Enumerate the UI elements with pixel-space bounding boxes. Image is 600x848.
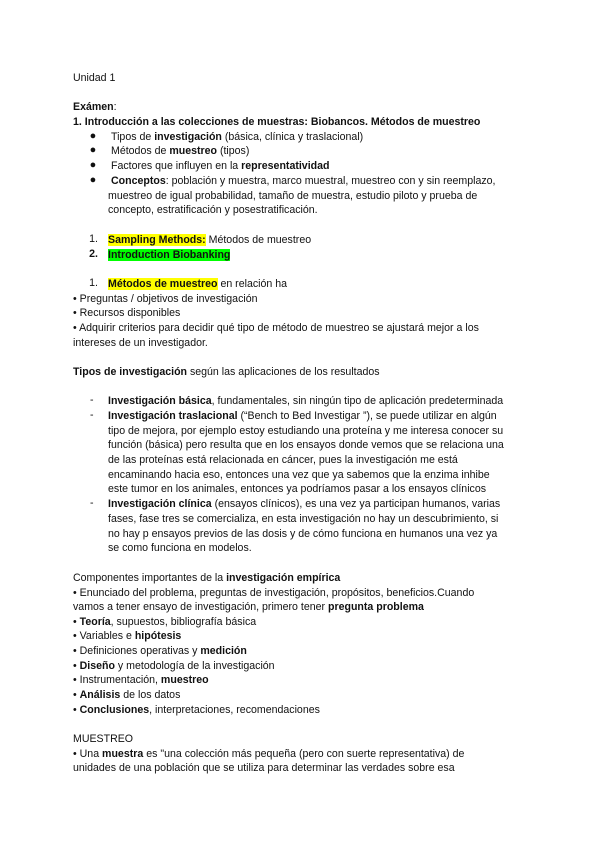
components-item: • Definiciones operativas y medición [73, 645, 247, 657]
bullet-icon: ● [89, 144, 97, 156]
types-item-continuation: fases, fase tres se comercializa, en esta investigación no hay un descubrimiento, si [108, 513, 499, 525]
dash-icon: - [90, 394, 94, 406]
components-item-continuation: vamos a tener ensayo de investigación, primero tener pregunta problema [73, 601, 424, 613]
components-item: • Análisis de los datos [73, 689, 181, 701]
muestreo-heading: MUESTREO [73, 733, 134, 745]
types-item-continuation: se como funciona en modelos. [108, 542, 252, 554]
types-item: Investigación traslacional (“Bench to Bed Investigar ”), se puede utilizar en algún [108, 410, 497, 422]
components-item: • Enunciado del problema, preguntas de investigación, propósitos, beneficios.Cuando [73, 587, 475, 599]
types-item-continuation: este tumor en los animales, entonces ya podríamos pasar a los ensayos clínicos [108, 483, 487, 495]
types-item-continuation: no hay p ensayos previos de las dosis y de cómo funciona en humanos una vez ya [108, 528, 498, 540]
types-item-continuation: función (básica) pero resulta que en los ensayos donde vemos que se relaciona una [108, 439, 504, 451]
list-number: 2. [89, 248, 98, 260]
methods-item: intereses de un investigador. [73, 337, 208, 349]
methods-item: • Recursos disponibles [73, 307, 181, 319]
components-item: • Variables e hipótesis [73, 630, 182, 642]
unit-title: Unidad 1 [73, 72, 116, 84]
list-number: 1. [89, 277, 98, 289]
components-item: • Conclusiones, interpretaciones, recomendaciones [73, 704, 320, 716]
muestreo-definition: • Una muestra es "una colección más pequeña (pero con suerte representativa) de [73, 748, 465, 760]
bullet-icon: ● [89, 174, 97, 186]
types-item: Investigación básica, fundamentales, sin ningún tipo de aplicación predeterminada [108, 395, 504, 407]
numbered-item: Sampling Methods: Métodos de muestreo [108, 234, 312, 246]
numbered-item: Introduction Biobanking [108, 249, 231, 261]
types-heading: Tipos de investigación según las aplicaciones de los resultados [73, 366, 380, 378]
methods-item: • Adquirir criterios para decidir qué tipo de método de muestreo se ajustará mejor a los [73, 322, 479, 334]
topic-bullet: Conceptos: población y muestra, marco muestral, muestreo con y sin reemplazo, [111, 175, 496, 187]
components-item: • Diseño y metodología de la investigación [73, 660, 275, 672]
list-number: 1. [89, 233, 98, 245]
types-item: Investigación clínica (ensayos clínicos), es una vez ya participan humanos, varias [108, 498, 501, 510]
types-item-continuation: tipo de mejora, por ejemplo estoy estudiando una proteína y me interesa conocer su [108, 425, 504, 437]
components-item: • Instrumentación, muestreo [73, 674, 209, 686]
bullet-icon: ● [89, 159, 97, 171]
muestreo-definition-continuation: unidades de una población que se utiliza para determinar las verdades sobre esa [73, 762, 455, 774]
topic-bullet: Métodos de muestreo (tipos) [111, 145, 250, 157]
bullet-icon: ● [89, 130, 97, 142]
topic-bullet-continuation: muestreo de igual probabilidad, tamaño de muestra, estudio piloto y prueba de [108, 190, 478, 202]
dash-icon: - [90, 409, 94, 421]
topic-heading: 1. Introducción a las colecciones de muestras: Biobancos. Métodos de muestreo [73, 116, 481, 128]
topic-bullet: Factores que influyen en la representatividad [111, 160, 330, 172]
topic-bullet-continuation: concepto, estratificación y posestratificación. [108, 204, 318, 216]
types-item-continuation: encaminando hacia eso, entonces una vez que ya sabemos que la enzima inhibe [108, 469, 490, 481]
methods-heading: Métodos de muestreo en relación ha [108, 278, 287, 290]
components-heading: Componentes importantes de la investigación empírica [73, 572, 341, 584]
types-item-continuation: de las proteínas está relacionada en cáncer, pues la investigación me está [108, 454, 458, 466]
methods-item: • Preguntas / objetivos de investigación [73, 293, 258, 305]
exam-heading: Exámen: [73, 101, 117, 113]
dash-icon: - [90, 497, 94, 509]
topic-bullet: Tipos de investigación (básica, clínica y traslacional) [111, 131, 364, 143]
components-item: • Teoría, supuestos, bibliografía básica [73, 616, 257, 628]
